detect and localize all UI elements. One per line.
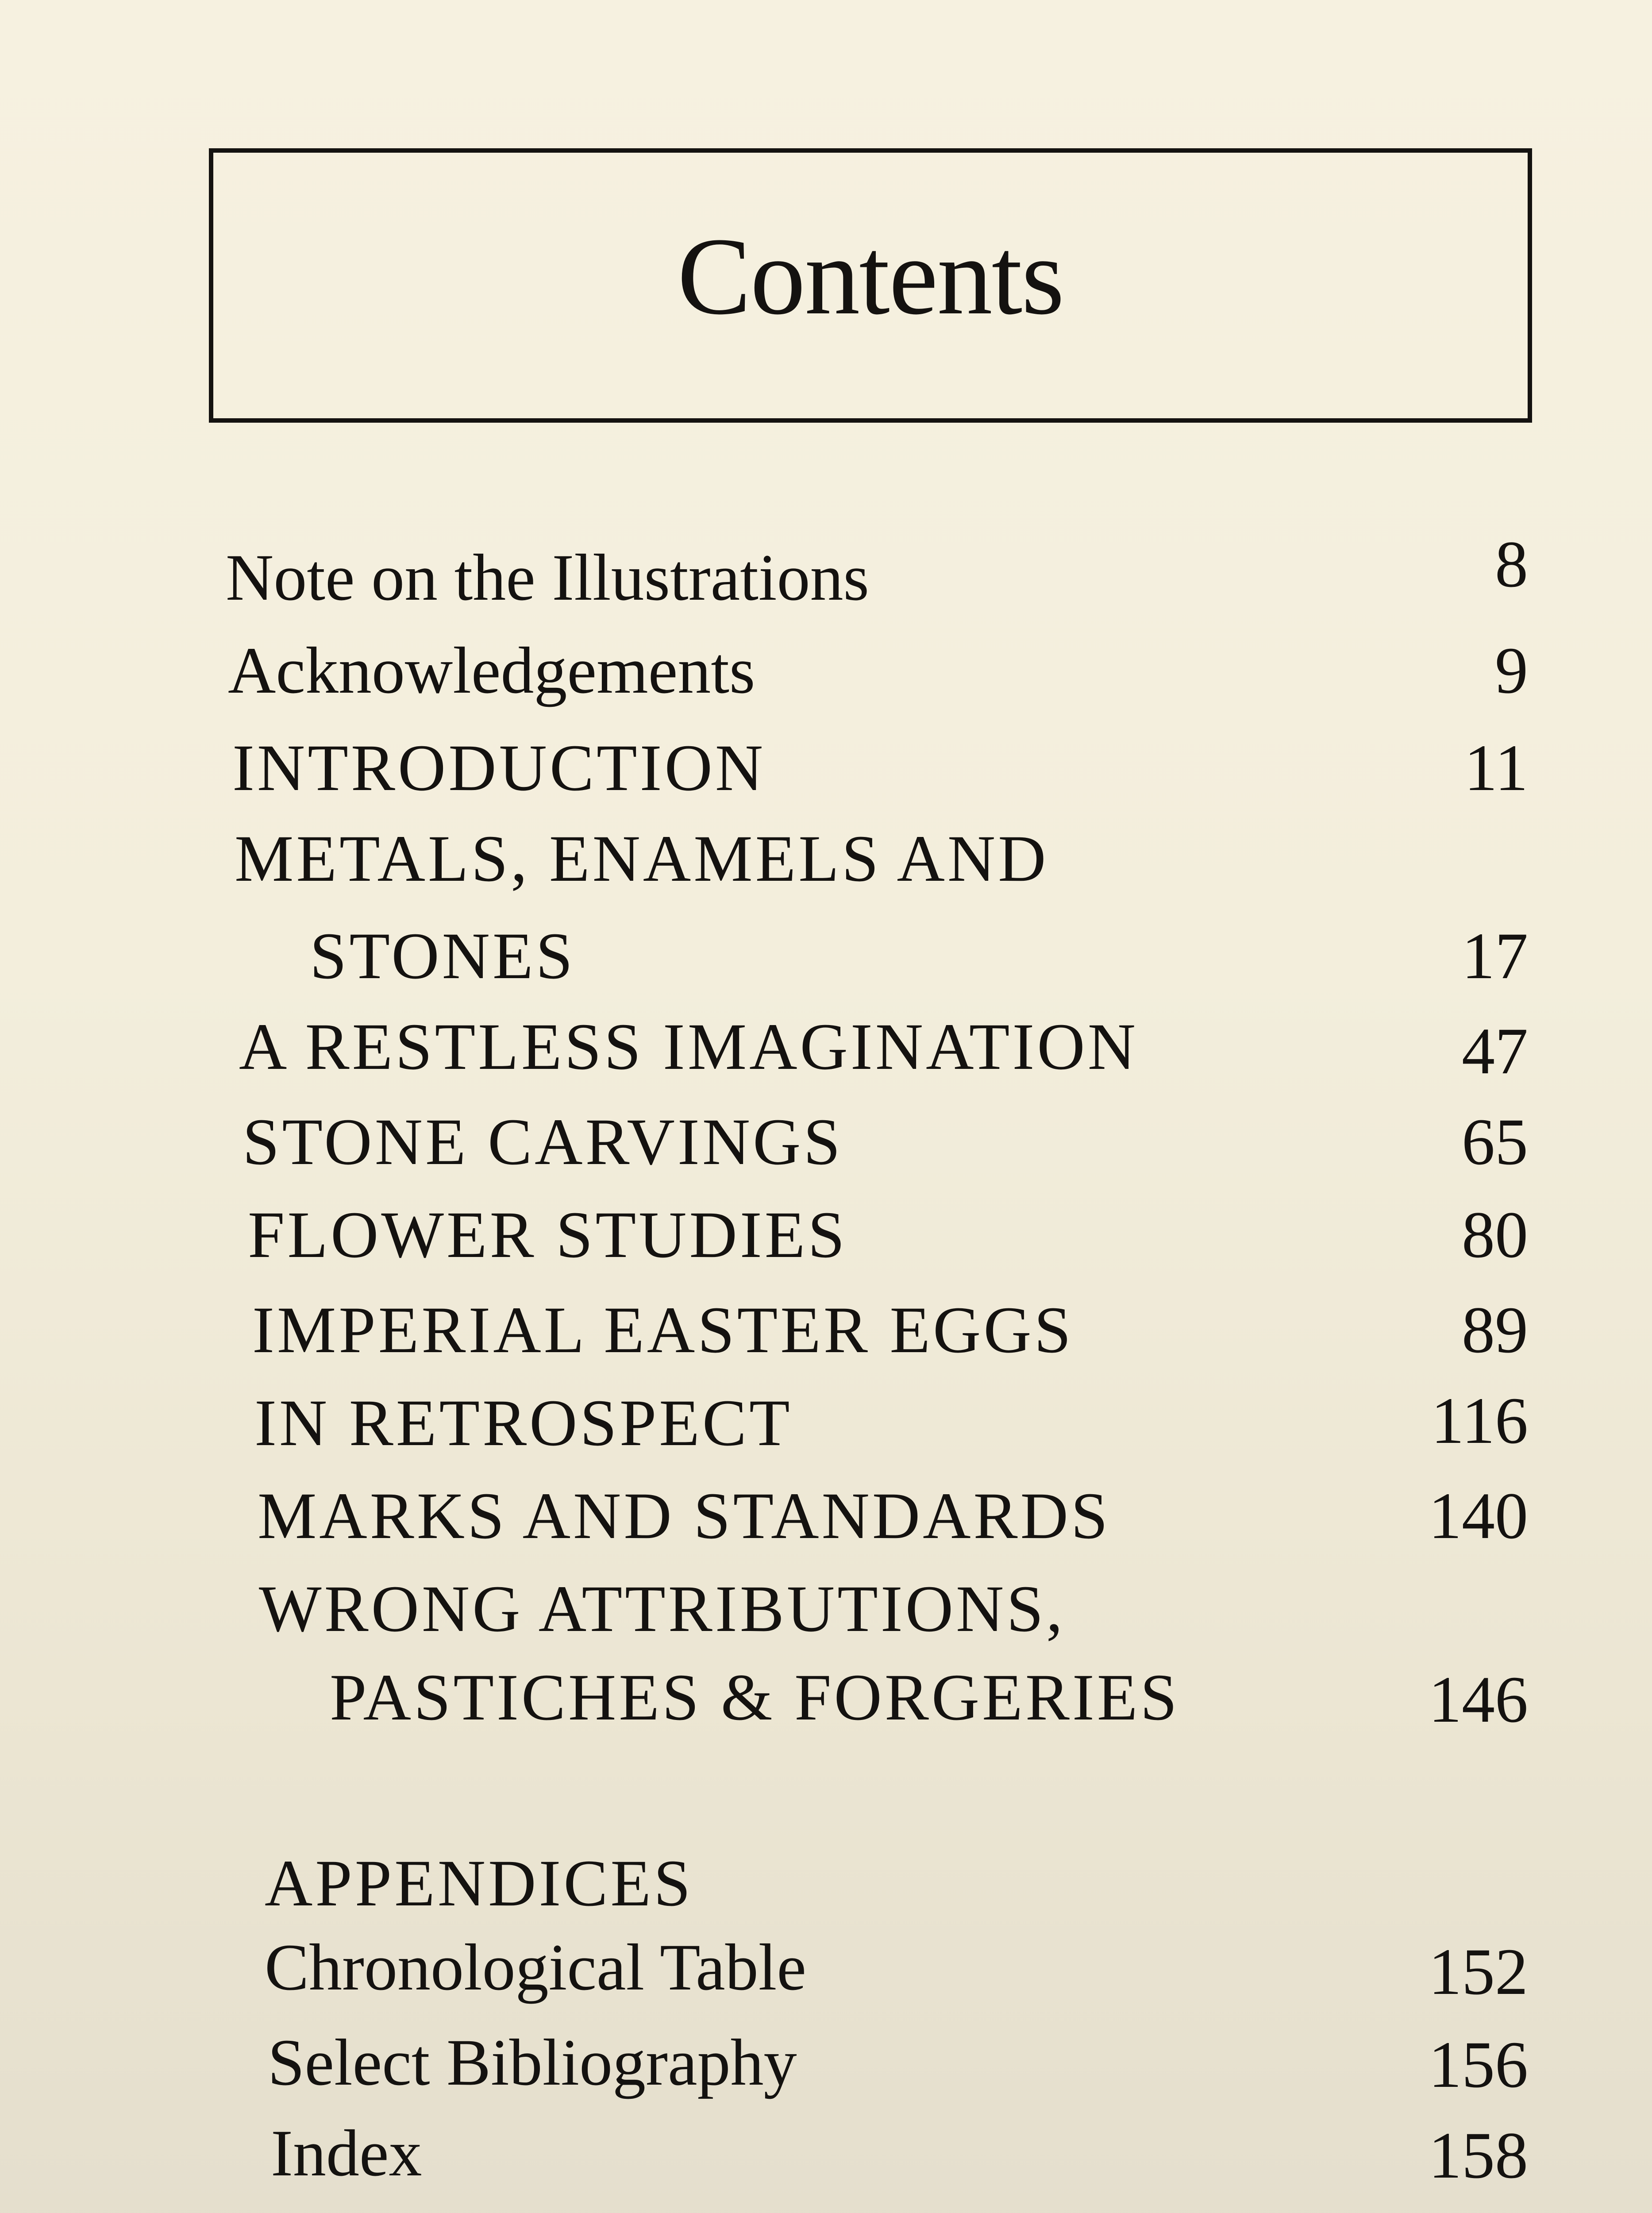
toc-entry-page: 146 [1429,1663,1528,1736]
appendix-entry-title: Chronological Table [265,1931,806,2004]
toc-entry-title: IN RETROSPECT [254,1386,793,1460]
appendix-entry-page: 156 [1429,2028,1528,2101]
toc-entry-title: Acknowledgements [228,634,755,707]
toc-entry-title: METALS, ENAMELS AND [235,822,1049,895]
toc-entry-page: 47 [1462,1014,1528,1088]
toc-entry-title: INTRODUCTION [232,731,766,805]
toc-entry-page: 9 [1495,634,1528,707]
appendix-entry-title: Select Bibliography [268,2026,797,2099]
toc-entry-title: STONES [310,919,576,993]
toc-entry-title: WRONG ATTRIBUTIONS, [259,1572,1066,1646]
appendix-entry-page: 158 [1429,2119,1528,2192]
toc-entry-page: 116 [1431,1384,1528,1457]
toc-entry-title: MARKS AND STANDARDS [258,1479,1111,1553]
toc-entry-page: 89 [1462,1293,1528,1367]
toc-entry-title: IMPERIAL EASTER EGGS [252,1293,1074,1367]
page-title: Contents [677,215,1064,338]
toc-entry-page: 65 [1462,1105,1528,1179]
toc-entry-title: Note on the Illustrations [226,541,869,614]
appendix-entry-page: 152 [1429,1935,1528,2009]
toc-entry-page: 80 [1462,1198,1528,1272]
toc-entry-page: 17 [1462,919,1528,993]
appendices-heading: APPENDICES [265,1847,693,1920]
toc-entry-page: 8 [1495,528,1528,601]
appendix-entry-title: Index [271,2117,422,2190]
toc-entry-title: PASTICHES & FORGERIES [330,1661,1180,1734]
toc-entry-title: A RESTLESS IMAGINATION [239,1010,1139,1083]
toc-entry-page: 140 [1429,1479,1528,1553]
toc-entry-page: 11 [1464,731,1528,805]
toc-entry-title: STONE CARVINGS [243,1105,843,1179]
toc-entry-title: FLOWER STUDIES [248,1198,847,1272]
